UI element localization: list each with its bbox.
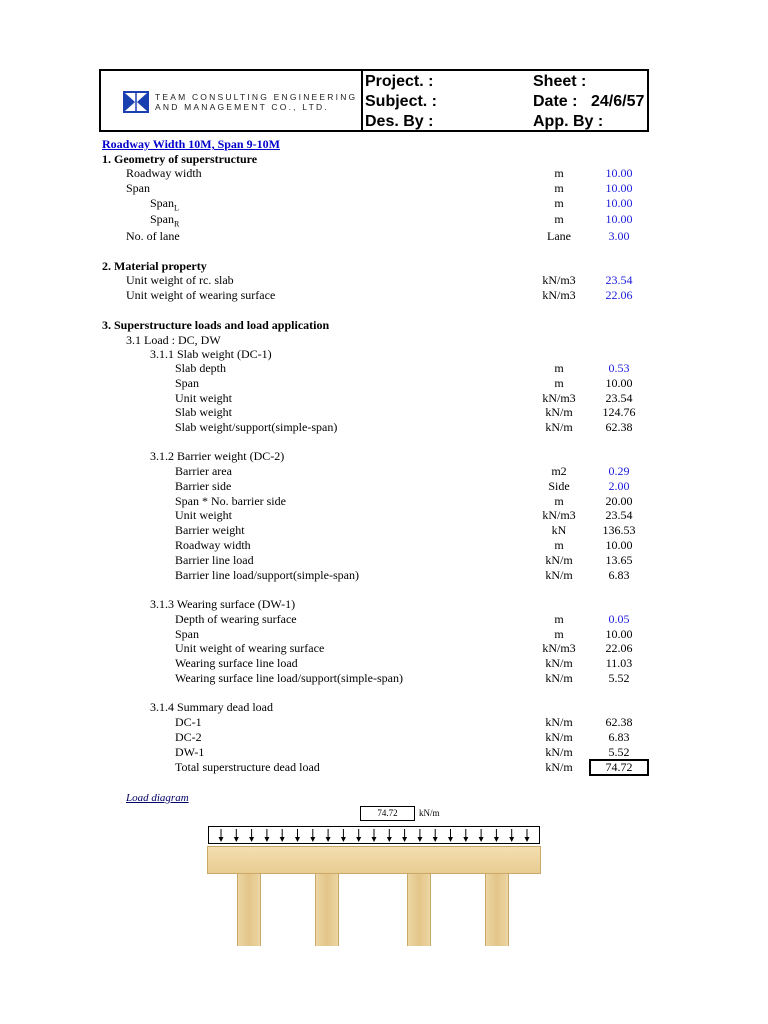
table-row <box>0 715 768 730</box>
table-row <box>0 641 768 656</box>
row-value: 0.29 <box>608 464 630 478</box>
team-logo-icon <box>123 91 149 113</box>
barrier-heading: 3.1.2 Barrier weight (DC-2) <box>150 449 285 463</box>
table-row <box>0 538 768 553</box>
row-value: 124.76 <box>602 405 636 419</box>
subsection-heading <box>0 700 768 715</box>
row-label: Barrier weight <box>175 523 245 537</box>
row-value: 10.00 <box>605 538 633 552</box>
row-value: 0.05 <box>608 612 630 626</box>
title-block <box>99 69 649 132</box>
row-value: 6.83 <box>608 568 630 582</box>
distributed-load-arrows <box>209 827 539 843</box>
row-label: Slab depth <box>175 361 226 375</box>
row-value: 23.54 <box>605 391 633 405</box>
table-row <box>0 612 768 627</box>
subsection-heading <box>0 597 768 612</box>
row-value: 136.53 <box>602 523 636 537</box>
row-label: Span <box>175 627 199 641</box>
row-value: 10.00 <box>605 181 633 195</box>
row-unit: m <box>554 376 564 390</box>
table-row <box>0 508 768 523</box>
table-row <box>0 671 768 686</box>
row-label: Unit weight of wearing surface <box>175 641 325 655</box>
load-arrow-icon <box>310 829 315 842</box>
row-label: Span <box>175 376 199 390</box>
row-value: 13.65 <box>605 553 633 567</box>
row-value: 10.00 <box>605 376 633 390</box>
row-unit: m <box>554 196 564 210</box>
bridge-pier <box>485 874 509 946</box>
row-unit: Lane <box>547 229 571 243</box>
table-row <box>0 730 768 745</box>
load-arrow-icon <box>219 829 224 842</box>
load-value-box: 74.72 <box>360 806 415 821</box>
section3-heading: 3. Superstructure loads and load application <box>102 318 330 332</box>
row-value: 22.06 <box>605 641 633 655</box>
row-unit: m <box>554 181 564 195</box>
table-row <box>0 391 768 406</box>
table-row <box>0 568 768 583</box>
load-arrow-icon <box>433 829 438 842</box>
load-arrow-icon <box>525 829 530 842</box>
row-label: Wearing surface line load/support(simple-span) <box>175 671 403 685</box>
row-label: Depth of wearing surface <box>175 612 297 626</box>
row-label-subscript: L <box>174 203 179 213</box>
row-label: DC-2 <box>175 730 202 744</box>
load-arrow-icon <box>494 829 499 842</box>
section-heading <box>0 318 768 333</box>
row-value: 62.38 <box>605 420 633 434</box>
section1-heading: 1. Geometry of superstructure <box>102 152 258 166</box>
row-label: Wearing surface line load <box>175 656 298 670</box>
row-unit: kN/m3 <box>542 508 576 522</box>
row-unit: m <box>554 361 564 375</box>
section31-heading: 3.1 Load : DC, DW <box>126 333 221 347</box>
row-unit: kN <box>551 523 567 537</box>
row-label: Slab weight/support(simple-span) <box>175 420 338 434</box>
row-label: DW-1 <box>175 745 205 759</box>
row-unit: kN/m <box>545 656 573 670</box>
table-row <box>0 273 768 288</box>
row-label: Span <box>126 181 150 195</box>
sheet-label: Sheet : <box>533 73 587 90</box>
row-label: Span * No. barrier side <box>175 494 286 508</box>
row-label: Barrier side <box>175 479 232 493</box>
row-value: 62.38 <box>605 715 633 729</box>
table-row <box>0 361 768 376</box>
project-label: Project. : <box>365 73 434 90</box>
row-unit: Side <box>548 479 570 493</box>
des-by-label: Des. By : <box>365 113 434 130</box>
load-arrow-icon <box>295 829 300 842</box>
row-value: 10.00 <box>605 212 633 226</box>
load-arrow-icon <box>463 829 468 842</box>
subsection-heading <box>0 347 768 362</box>
row-unit: kN/m <box>545 420 573 434</box>
table-row <box>0 212 768 227</box>
subsection-heading <box>0 333 768 348</box>
row-unit: kN/m <box>545 553 573 567</box>
load-arrow-icon <box>448 829 453 842</box>
row-label: Roadway width <box>175 538 251 552</box>
summary-heading: 3.1.4 Summary dead load <box>150 700 273 714</box>
load-arrow-icon <box>280 829 285 842</box>
subsection-heading <box>0 449 768 464</box>
load-arrow-icon <box>509 829 514 842</box>
load-arrow-icon <box>387 829 392 842</box>
load-arrow-icon <box>234 829 239 842</box>
table-row <box>0 494 768 509</box>
row-value: 5.52 <box>608 745 630 759</box>
load-arrow-icon <box>264 829 269 842</box>
table-row <box>0 376 768 391</box>
row-value: 3.00 <box>608 229 630 243</box>
row-value: 5.52 <box>608 671 630 685</box>
row-label-subscript: R <box>174 219 180 229</box>
row-label: Barrier line load/support(simple-span) <box>175 568 359 582</box>
row-label: Unit weight <box>175 508 232 522</box>
row-unit: kN/m <box>545 568 573 582</box>
load-arrow-icon <box>326 829 331 842</box>
date-label: Date : <box>533 93 578 110</box>
company-name-line1: TEAM CONSULTING ENGINEERING <box>155 92 358 102</box>
table-row <box>0 229 768 244</box>
table-row <box>0 405 768 420</box>
row-value: 10.00 <box>605 166 633 180</box>
row-label: DC-1 <box>175 715 202 729</box>
load-arrow-icon <box>402 829 407 842</box>
row-unit: kN/m <box>545 405 573 419</box>
load-arrow-icon <box>417 829 422 842</box>
row-unit: kN/m <box>545 745 573 759</box>
table-row <box>0 627 768 642</box>
row-value: 23.54 <box>605 273 633 287</box>
row-label: Total superstructure dead load <box>175 760 320 774</box>
load-diagram-label: Load diagram <box>126 792 189 804</box>
distributed-load-box <box>208 826 540 844</box>
table-row <box>0 523 768 538</box>
row-value: 11.03 <box>605 656 633 670</box>
row-label: Barrier area <box>175 464 232 478</box>
table-row <box>0 196 768 211</box>
company-logo <box>123 91 358 117</box>
load-arrow-icon <box>372 829 377 842</box>
section2-heading: 2. Material property <box>102 259 207 273</box>
row-unit: m <box>554 166 564 180</box>
row-value: 10.00 <box>605 196 633 210</box>
section-heading <box>0 152 768 167</box>
row-unit: m2 <box>551 464 567 478</box>
bridge-pier <box>315 874 339 946</box>
table-row <box>0 288 768 303</box>
bridge-pier <box>407 874 431 946</box>
row-label: Unit weight <box>175 391 232 405</box>
bridge-deck <box>207 846 541 874</box>
table-row <box>0 181 768 196</box>
row-unit: m <box>554 627 564 641</box>
table-row <box>0 166 768 181</box>
row-value: 6.83 <box>608 730 630 744</box>
row-value: 0.53 <box>608 361 630 375</box>
row-label: Unit weight of rc. slab <box>126 273 234 287</box>
table-row <box>0 745 768 760</box>
row-label: Span$_R$ <box>150 212 180 229</box>
row-unit: kN/m3 <box>542 641 576 655</box>
load-arrow-icon <box>356 829 361 842</box>
row-value: 2.00 <box>608 479 630 493</box>
slab-heading: 3.1.1 Slab weight (DC-1) <box>150 347 272 361</box>
table-row <box>0 553 768 568</box>
load-arrow-icon <box>249 829 254 842</box>
row-unit: kN/m <box>545 730 573 744</box>
row-unit: kN/m3 <box>542 391 576 405</box>
row-unit: kN/m <box>545 715 573 729</box>
date-value: 24/6/57 <box>591 93 645 110</box>
row-unit: kN/m <box>545 671 573 685</box>
table-row <box>0 464 768 479</box>
header-divider <box>361 71 363 130</box>
row-unit: kN/m <box>545 760 573 774</box>
row-label: Slab weight <box>175 405 232 419</box>
load-unit-label: kN/m <box>419 808 440 818</box>
row-value: 23.54 <box>605 508 633 522</box>
table-row <box>0 420 768 435</box>
load-arrow-icon <box>341 829 346 842</box>
row-label: No. of lane <box>126 229 180 243</box>
app-by-label: App. By : <box>533 113 604 130</box>
row-value: 20.00 <box>605 494 633 508</box>
total-dead-load-value: 74.72 <box>589 759 649 776</box>
section-heading <box>0 259 768 274</box>
wearing-heading: 3.1.3 Wearing surface (DW-1) <box>150 597 296 611</box>
row-value: 10.00 <box>605 627 633 641</box>
table-row <box>0 760 768 775</box>
table-row <box>0 479 768 494</box>
row-unit: kN/m3 <box>542 273 576 287</box>
load-arrow-icon <box>479 829 484 842</box>
company-name-line2: AND MANAGEMENT CO., LTD. <box>155 102 329 112</box>
row-unit: m <box>554 212 564 226</box>
row-label: Span$_L$ <box>150 196 179 213</box>
row-unit: m <box>554 538 564 552</box>
bridge-pier <box>237 874 261 946</box>
row-label: Roadway width <box>126 166 202 180</box>
subject-label: Subject. : <box>365 93 438 110</box>
row-unit: m <box>554 494 564 508</box>
sheet-title: Roadway Width 10M, Span 9-10M <box>102 137 280 151</box>
row-unit: kN/m3 <box>542 288 576 302</box>
row-value: 22.06 <box>605 288 633 302</box>
table-row <box>0 656 768 671</box>
row-label: Barrier line load <box>175 553 254 567</box>
row-label: Unit weight of wearing surface <box>126 288 276 302</box>
row-unit: m <box>554 612 564 626</box>
company-name <box>155 92 357 112</box>
